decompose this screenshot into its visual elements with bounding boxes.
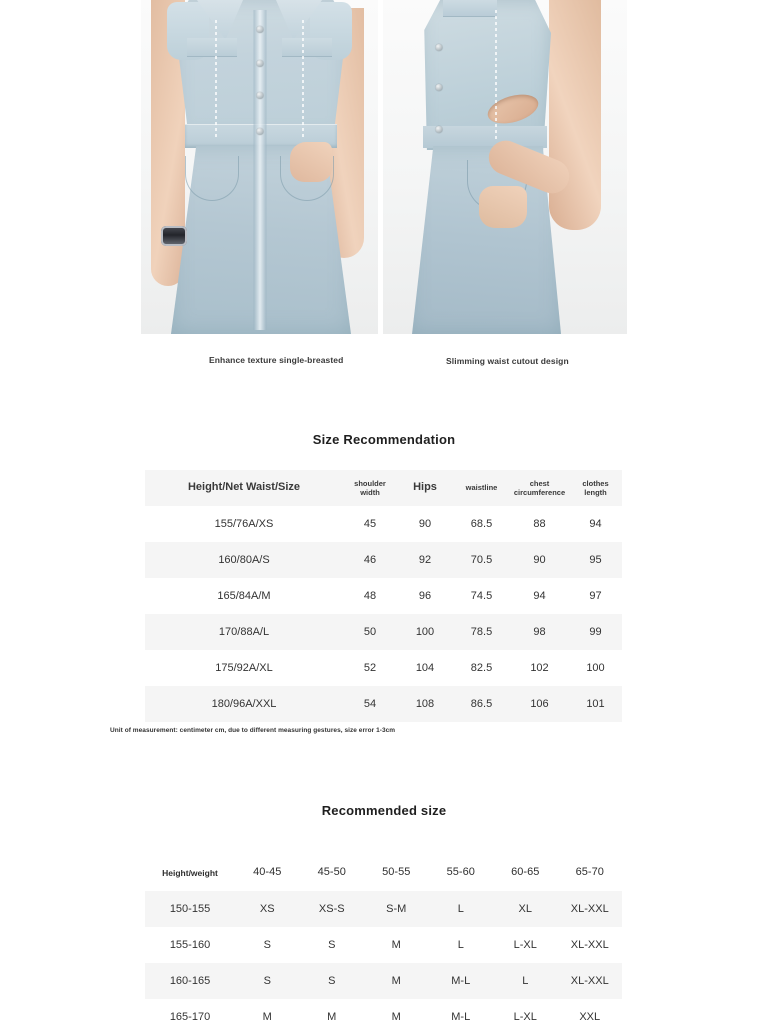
cell-length: 94 [589,518,602,530]
side-button-3-icon [436,126,443,133]
cell-size-rec: S [263,939,271,951]
cell-waistline: 74.5 [470,590,493,602]
cell-hips: 108 [397,686,453,722]
product-image-gallery [141,0,627,334]
cell-height-range: 155-160 [169,939,211,951]
table-row [145,542,622,578]
table-row [145,614,622,650]
button-placket [253,10,266,330]
cell-hips: 104 [415,662,435,674]
model-raised-arm [549,0,601,230]
cell-chest: 98 [510,614,569,650]
cell-waistline: 68.5 [470,518,493,530]
cell-size-rec: S [235,963,300,999]
cell-size-rec: XS [235,891,300,927]
cell-waistline: 86.5 [453,686,510,722]
chest-pocket-flap-right [282,38,332,57]
table-row [145,891,622,927]
caption-front-photo: Enhance texture single-breasted [209,355,344,365]
button-3-icon [256,92,263,99]
model-hand-side [479,186,527,228]
cell-size-rec: L [493,963,558,999]
cell-size-rec: XXL [579,1011,601,1023]
cell-size-rec: XL-XXL [570,939,609,951]
cell-shoulder: 50 [343,614,397,650]
table-row [145,578,622,614]
header-chest-line2: circumference [513,488,566,497]
cell-size-rec: XL-XXL [558,963,623,999]
cell-chest: 90 [510,542,569,578]
model-hand-in-pocket [290,142,332,182]
cell-chest: 102 [530,662,549,674]
cell-size-rec: M-L [429,963,494,999]
cell-size-rec: M [327,1011,337,1023]
cell-chest: 106 [510,686,569,722]
size-recommendation-title: Size Recommendation [312,432,456,447]
table-row [145,686,622,722]
cell-size: 165/84A/M [217,590,271,602]
cell-size-rec: M-L [451,1011,471,1023]
table-row [145,999,622,1035]
princess-seam-right [302,20,304,140]
table-row [145,506,622,542]
header-shoulder-line2: width [360,488,380,497]
cell-chest: 94 [533,590,546,602]
cell-length: 101 [569,686,622,722]
cell-size-rec: M [391,939,401,951]
cell-shoulder: 54 [343,686,397,722]
cell-size-rec: L [429,891,494,927]
header-hips: Hips [397,470,453,506]
header-clothes-length [569,470,622,506]
cell-waistline: 70.5 [453,542,510,578]
cell-waistline: 82.5 [470,662,493,674]
header-shoulder-line1: shoulder [354,478,386,488]
table-row [145,927,622,963]
cell-size-rec: XS-S [300,891,365,927]
cell-size-rec: S [300,963,365,999]
side-button-2-icon [436,84,443,91]
cell-size: 180/96A/XXL [145,686,343,722]
wrist-watch [161,226,187,246]
cell-chest: 88 [533,518,546,530]
cell-size: 155/76A/XS [214,518,274,530]
cell-hips: 100 [397,614,453,650]
cell-size-rec: S-M [364,891,429,927]
header-weight-50-55: 50-55 [382,866,411,879]
cell-shoulder: 46 [343,542,397,578]
cell-size-rec: L-XL [513,1011,537,1023]
header-chest-circumference [510,470,569,506]
product-photo-side[interactable] [383,0,627,334]
cell-height-range: 160-165 [145,963,235,999]
header-length-line1: clothes [582,478,609,488]
cell-shoulder: 48 [363,590,377,602]
side-seam [495,10,497,140]
chest-pocket-flap-side [443,0,497,17]
princess-seam-left [215,20,217,140]
measurement-note: Unit of measurement: centimeter cm, due to different measuring gestures, size error 1-3cm [110,727,396,734]
header-weight-40-45: 40-45 [253,866,282,879]
cell-size-rec: M [364,963,429,999]
header-height-weight: Height/weight [162,867,218,878]
button-1-icon [256,26,263,33]
denim-dress-front-illustration [141,0,378,334]
cell-size-rec: M [262,1011,272,1023]
header-weight-55-60: 55-60 [446,866,475,879]
size-measurement-table [145,470,622,722]
header-weight-60-65: 60-65 [511,866,540,879]
header-size: Height/Net Waist/Size [145,470,343,506]
cell-size-rec: S [328,939,336,951]
side-button-1-icon [436,44,443,51]
cell-size-rec: L-XL [513,939,537,951]
caption-side-photo: Slimming waist cutout design [446,356,569,366]
cell-size-rec: XL [493,891,558,927]
cell-size: 160/80A/S [145,542,343,578]
cell-length: 100 [586,662,605,674]
header-shoulder-width [343,470,397,506]
cell-length: 99 [569,614,622,650]
cell-size-rec: L [457,939,464,951]
cell-length: 95 [569,542,622,578]
cell-waistline: 78.5 [453,614,510,650]
table-header-row [145,470,622,506]
cell-height-range: 150-155 [145,891,235,927]
header-weight-65-70: 65-70 [575,866,604,879]
cell-height-range: 165-170 [169,1011,211,1023]
cell-size: 175/92A/XL [215,662,273,674]
cell-hips: 92 [397,542,453,578]
cell-shoulder: 52 [363,662,377,674]
recommended-size-title: Recommended size [321,803,447,818]
header-weight-45-50: 45-50 [317,866,346,879]
denim-dress-side-illustration [383,0,627,334]
header-chest-line1: chest [529,478,550,488]
product-photo-front[interactable] [141,0,378,334]
cell-length: 97 [589,590,602,602]
cell-size-rec: M [391,1011,401,1023]
table-row [145,650,622,686]
cell-shoulder: 45 [363,518,377,530]
cell-size: 170/88A/L [145,614,343,650]
cell-size-rec: XL-XXL [558,891,623,927]
table-row [145,963,622,999]
table-header-row [145,855,622,891]
header-length-line2: length [584,488,607,497]
recommended-size-table [145,855,622,1035]
button-2-icon [256,60,263,67]
chest-pocket-flap-left [187,38,237,57]
cell-hips: 96 [418,590,432,602]
cell-hips: 90 [418,518,432,530]
button-4-icon [256,128,263,135]
header-waistline: waistline [453,470,510,506]
